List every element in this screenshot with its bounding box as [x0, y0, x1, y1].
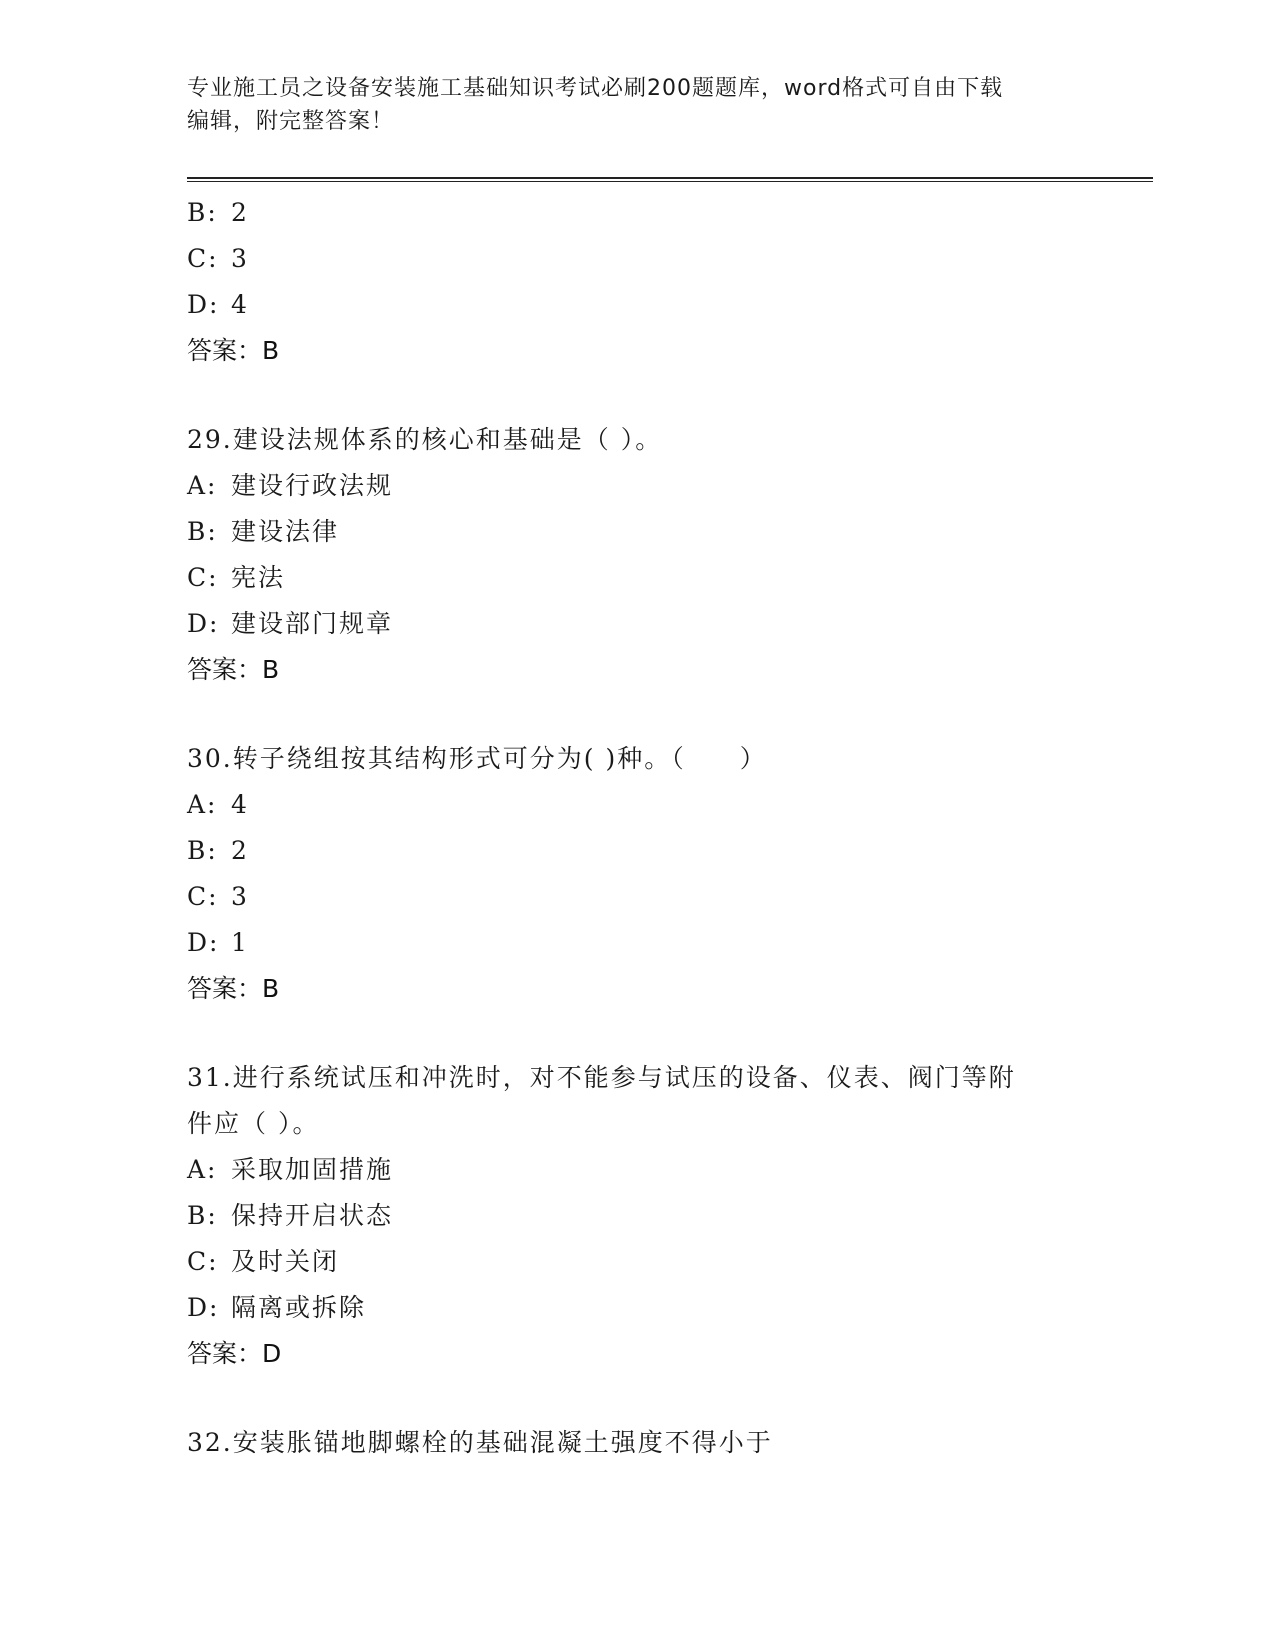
- option-label: D:: [187, 609, 220, 638]
- question-32: [187, 1420, 1087, 1466]
- option-b: [187, 828, 1087, 874]
- option-label: C:: [187, 1247, 219, 1276]
- spacer: [187, 693, 1087, 736]
- option-text: 建设部门规章: [231, 609, 394, 638]
- option-label: C:: [187, 563, 219, 592]
- option-text: 2: [231, 198, 249, 227]
- option-d: [187, 282, 1087, 328]
- option-c: [187, 874, 1087, 920]
- option-label: D:: [187, 928, 220, 957]
- option-label: A:: [187, 790, 218, 819]
- option-a: [187, 1147, 1087, 1193]
- option-a: [187, 463, 1087, 509]
- answer-line: 答案：B: [187, 655, 280, 684]
- option-text: 建设法律: [231, 517, 340, 546]
- option-text: 宪法: [231, 563, 286, 592]
- option-text: 3: [231, 244, 249, 273]
- answer-line: 答案：D: [187, 1339, 282, 1368]
- question-text-line-1: 31.进行系统试压和冲洗时，对不能参与试压的设备、仪表、阀门等附: [187, 1063, 1016, 1092]
- option-text: 采取加固措施: [231, 1155, 394, 1184]
- answer-line: 答案：B: [187, 974, 280, 1003]
- option-text: 及时关闭: [231, 1247, 340, 1276]
- document-header: [187, 72, 1067, 138]
- question-text: 30.转子绕组按其结构形式可分为( )种。（ ）: [187, 744, 767, 773]
- option-a: [187, 782, 1087, 828]
- option-label: D:: [187, 1293, 220, 1322]
- option-text: 4: [231, 790, 249, 819]
- header-divider: [187, 177, 1153, 182]
- option-b: [187, 190, 1087, 236]
- option-label: A:: [187, 1155, 218, 1184]
- option-c: [187, 555, 1087, 601]
- option-c: [187, 236, 1087, 282]
- question-28: [187, 190, 1087, 374]
- document-body: [187, 190, 1087, 1466]
- option-text: 2: [231, 836, 249, 865]
- option-text: 隔离或拆除: [231, 1293, 367, 1322]
- option-d: [187, 920, 1087, 966]
- option-text: 建设行政法规: [231, 471, 394, 500]
- option-text: 1: [231, 928, 249, 957]
- option-label: B:: [187, 517, 218, 546]
- spacer: [187, 374, 1087, 417]
- option-d: [187, 1285, 1087, 1331]
- spacer: [187, 1012, 1087, 1055]
- question-text: 29.建设法规体系的核心和基础是（ ）。: [187, 425, 663, 454]
- option-label: B:: [187, 198, 218, 227]
- header-line-2: 编辑，附完整答案！: [187, 109, 395, 134]
- answer-line: 答案：B: [187, 336, 280, 365]
- header-line-1: 专业施工员之设备安装施工基础知识考试必刷200题题库，word格式可自由下载: [187, 76, 1004, 101]
- option-label: A:: [187, 471, 218, 500]
- option-label: C:: [187, 244, 219, 273]
- option-c: [187, 1239, 1087, 1285]
- option-label: D:: [187, 290, 220, 319]
- question-30: [187, 736, 1087, 1012]
- question-29: [187, 417, 1087, 693]
- question-text: 32.安装胀锚地脚螺栓的基础混凝土强度不得小于: [187, 1428, 773, 1457]
- option-label: B:: [187, 836, 218, 865]
- option-text: 4: [231, 290, 249, 319]
- option-b: [187, 1193, 1087, 1239]
- option-text: 保持开启状态: [231, 1201, 394, 1230]
- option-text: 3: [231, 882, 249, 911]
- question-31: [187, 1055, 1087, 1377]
- option-label: B:: [187, 1201, 218, 1230]
- option-d: [187, 601, 1087, 647]
- option-label: C:: [187, 882, 219, 911]
- option-b: [187, 509, 1087, 555]
- question-text-line-2: 件应（ ）。: [187, 1109, 320, 1138]
- spacer: [187, 1377, 1087, 1420]
